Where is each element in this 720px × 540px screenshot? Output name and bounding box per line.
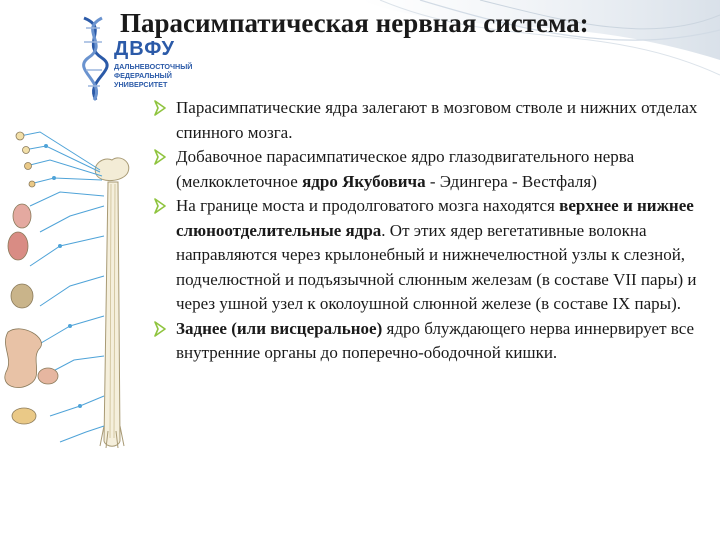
arrow-bullet-icon xyxy=(154,198,166,214)
logo-subtitle-line: УНИВЕРСИТЕТ xyxy=(114,80,168,89)
arrow-bullet-icon xyxy=(154,321,166,337)
list-item-bold: верхнее и нижнее слюноотделительные ядра xyxy=(176,196,694,240)
logo-subtitle-line: ФЕДЕРАЛЬНЫЙ xyxy=(114,71,172,80)
list-item-bold: ядро Якубовича xyxy=(302,171,426,191)
slide-title: Парасимпатическая нервная система: xyxy=(120,8,589,38)
organs xyxy=(5,132,58,424)
nerve-fibers xyxy=(20,132,104,442)
bullet-list xyxy=(150,96,710,366)
spinal-cord-illustration xyxy=(95,158,129,448)
list-item-text: На границе моста и продолговатого мозга находятся xyxy=(176,196,560,215)
list-item-text: Парасимпатические ядра залегают в мозговом стволе и нижних отделах спинного мозга. xyxy=(176,98,698,142)
list-item xyxy=(150,194,710,317)
parasympathetic-system-illustration xyxy=(0,96,168,468)
logo-name: ДВФУ xyxy=(114,38,175,60)
list-item-text: Добавочное парасимпатическое ядро глазодвигательного нерва (мелкоклеточное xyxy=(176,147,635,191)
logo-subtitle-line: ДАЛЬНЕВОСТОЧНЫЙ xyxy=(114,62,193,71)
logo-subtitle xyxy=(114,62,192,89)
list-item-bold: Заднее (или висцеральное) xyxy=(176,318,383,338)
list-item xyxy=(150,96,710,145)
list-item-text: - Эдингера - Вестфаля) xyxy=(425,171,597,191)
list-item xyxy=(150,317,710,366)
list-item xyxy=(150,145,710,194)
list-item-text: ядро блуждающего нерва иннервирует все внутренние органы до поперечно-ободочной кишки. xyxy=(176,318,694,362)
list-item-text: . От этих ядер вегетативные волокна направляются через крылонебный и нижнечелюстной узлы к слезной, подчелюстной и подъязычной слюнным железам (в составе VII пары) и через ушной узел к околоушной слюнной железе (в составе IX пары). xyxy=(176,220,697,313)
arrow-bullet-icon xyxy=(154,100,166,116)
arrow-bullet-icon xyxy=(154,149,166,165)
dna-helix-icon xyxy=(84,18,108,100)
